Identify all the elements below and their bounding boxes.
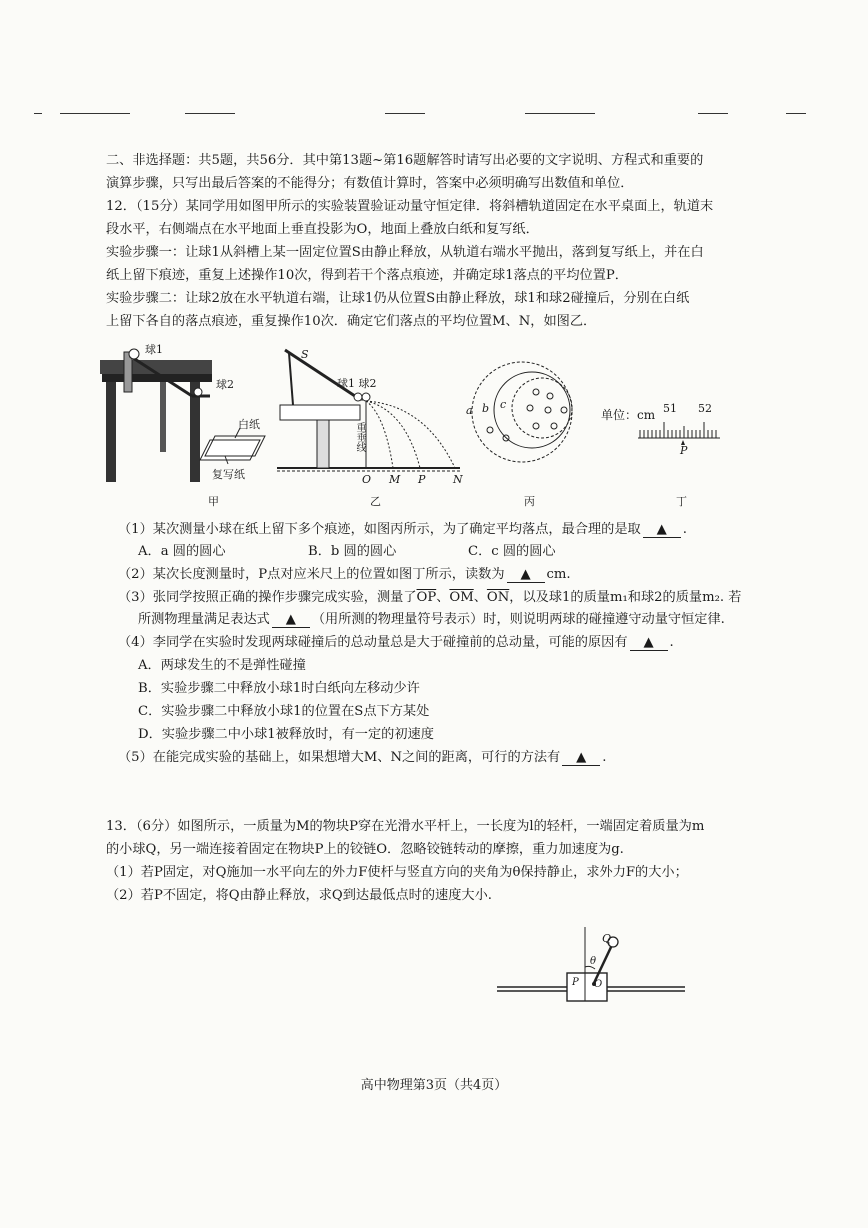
figure-jia <box>100 340 275 490</box>
answer-blank[interactable]: ▲ <box>507 568 545 583</box>
hinge-o-label: O <box>594 979 603 990</box>
top-rule <box>185 113 235 114</box>
point-o-label: O <box>362 473 372 486</box>
q12-sub3-cont: 所测物理量满足表达式 ▲ （用所测的物理量符号表示）时，则说明两球的碰撞遵守动量守恒定律. <box>138 612 725 627</box>
point-p-label: P <box>418 473 426 486</box>
q12-step1: 实验步骤一：让球1从斜槽上某一固定位置S由静止释放，从轨道右端水平抛出，落到复写纸上，并在白 <box>106 245 704 260</box>
option-a[interactable]: A．a 圆的圆心 <box>138 544 226 559</box>
q12-sub1: （1）某次测量小球在纸上留下多个痕迹，如图丙所示，为了确定平均落点，最合理的是取 ▲ . <box>118 522 687 537</box>
figure-q13 <box>495 925 690 1015</box>
top-rule <box>34 113 42 114</box>
top-rule <box>698 113 728 114</box>
point-n-label: N <box>453 473 463 486</box>
ball1-label: 球1 <box>145 343 163 356</box>
segment-op: $\overline{OP}$ <box>416 590 437 605</box>
plumb-line-label: 重垂线 <box>354 422 365 452</box>
q12-sub2: （2）某次长度测量时，P点对应米尺上的位置如图丁所示，读数为 ▲ cm. <box>118 567 571 582</box>
ruler-pointer-label: P <box>680 444 688 457</box>
q12-step2: 上留下各自的落点痕迹，重复操作10次．确定它们落点的平均位置M、N，如图乙． <box>106 314 597 329</box>
block-p-label: P <box>572 977 579 988</box>
section-heading-line: 演算步骤，只写出最后答案的不能得分；有数值计算时，答案中必须明确写出数值和单位． <box>106 176 634 191</box>
circle-c-label: c <box>500 398 507 411</box>
figure-caption: 丙 <box>524 495 535 508</box>
segment-om: $\overline{OM}$ <box>449 590 474 605</box>
figure-caption: 乙 <box>370 495 381 508</box>
q13-text: 13．（6分）如图所示，一质量为M的物块P穿在光滑水平杆上，一长度为l的轻杆，一端固定着质量为m <box>106 819 705 834</box>
answer-blank[interactable]: ▲ <box>562 751 600 766</box>
top-rule <box>385 113 425 114</box>
option-b[interactable]: B．实验步骤二中释放小球1时白纸向左移动少许 <box>138 681 420 696</box>
option-b[interactable]: B．b 圆的圆心 <box>308 544 397 559</box>
q13-sub1: （1）若P固定，对Q施加一水平向左的外力F使杆与竖直方向的夹角为θ保持静止，求外力F的大小； <box>106 865 688 880</box>
figure-ding-ruler <box>636 418 722 446</box>
option-c[interactable]: C．c 圆的圆心 <box>468 544 556 559</box>
balls-label: 球1 球2 <box>337 377 377 390</box>
figure-caption: 甲 <box>208 495 219 508</box>
point-m-label: M <box>389 473 401 486</box>
paper-label: 白纸 <box>238 418 260 431</box>
q13-text: 的小球Q，另一端连接着固定在物块P上的铰链O．忽略铰链转动的摩擦，重力加速度为g. <box>106 842 624 857</box>
carbon-paper-label: 复写纸 <box>212 468 245 481</box>
option-d[interactable]: D．实验步骤二中小球1被释放时，有一定的初速度 <box>138 727 434 742</box>
figure-yi <box>275 345 465 475</box>
answer-blank[interactable]: ▲ <box>643 523 681 538</box>
angle-theta-label: θ <box>590 956 597 967</box>
ball-q-label: Q <box>602 932 612 945</box>
q12-intro: 段水平，右侧端点在水平地面上垂直投影为O，地面上叠放白纸和复写纸． <box>106 222 539 237</box>
q12-sub3: （3）张同学按照正确的操作步骤完成实验，测量了$\overline{OP}$、$\overline{OM}$、$\overline{ON}$，以及球1的质量m₁和球2的质量m₂. 若 <box>118 590 742 605</box>
option-a[interactable]: A．两球发生的不是弹性碰撞 <box>138 658 306 673</box>
q12-sub4: （4）李同学在实验时发现两球碰撞后的总动量总是大于碰撞前的总动量，可能的原因有 ▲ . <box>118 635 674 650</box>
ruler-tick-51: 51 <box>663 402 677 415</box>
page-footer: 高中物理第3页（共4页） <box>360 1078 508 1093</box>
position-s-label: S <box>301 348 309 361</box>
figure-caption: 丁 <box>676 495 687 508</box>
section-heading-line: 二、非选择题：共5题，共56分．其中第13题~第16题解答时请写出必要的文字说明、方程式和重要的 <box>106 153 704 168</box>
q12-intro: 12．（15分）某同学用如图甲所示的实验装置验证动量守恒定律．将斜槽轨道固定在水平桌面上，轨道末 <box>106 199 714 214</box>
ball2-label: 球2 <box>216 378 234 391</box>
circle-a-label: a <box>466 404 473 417</box>
q12-step2: 实验步骤二：让球2放在水平轨道右端，让球1仍从位置S由静止释放，球1和球2碰撞后，分别在白纸 <box>106 291 690 306</box>
answer-blank[interactable]: ▲ <box>630 636 668 651</box>
top-rule <box>60 113 130 114</box>
circle-b-label: b <box>482 402 490 415</box>
q12-sub5: （5）在能完成实验的基础上，如果想增大M、N之间的距离，可行的方法有 ▲ . <box>118 750 607 765</box>
option-c[interactable]: C．实验步骤二中释放小球1的位置在S点下方某处 <box>138 704 430 719</box>
ruler-unit-label: 单位：cm <box>601 408 656 422</box>
answer-blank[interactable]: ▲ <box>272 613 310 628</box>
q12-step1: 纸上留下痕迹，重复上述操作10次，得到若干个落点痕迹，并确定球1落点的平均位置P． <box>106 268 628 283</box>
top-rule <box>525 113 595 114</box>
ruler-tick-52: 52 <box>698 402 712 415</box>
segment-on: $\overline{ON}$ <box>486 590 510 605</box>
q12-sub1-options <box>138 541 758 562</box>
q13-sub2: （2）若P不固定，将Q由静止释放，求Q到达最低点时的速度大小. <box>106 888 492 903</box>
top-rule <box>786 113 806 114</box>
